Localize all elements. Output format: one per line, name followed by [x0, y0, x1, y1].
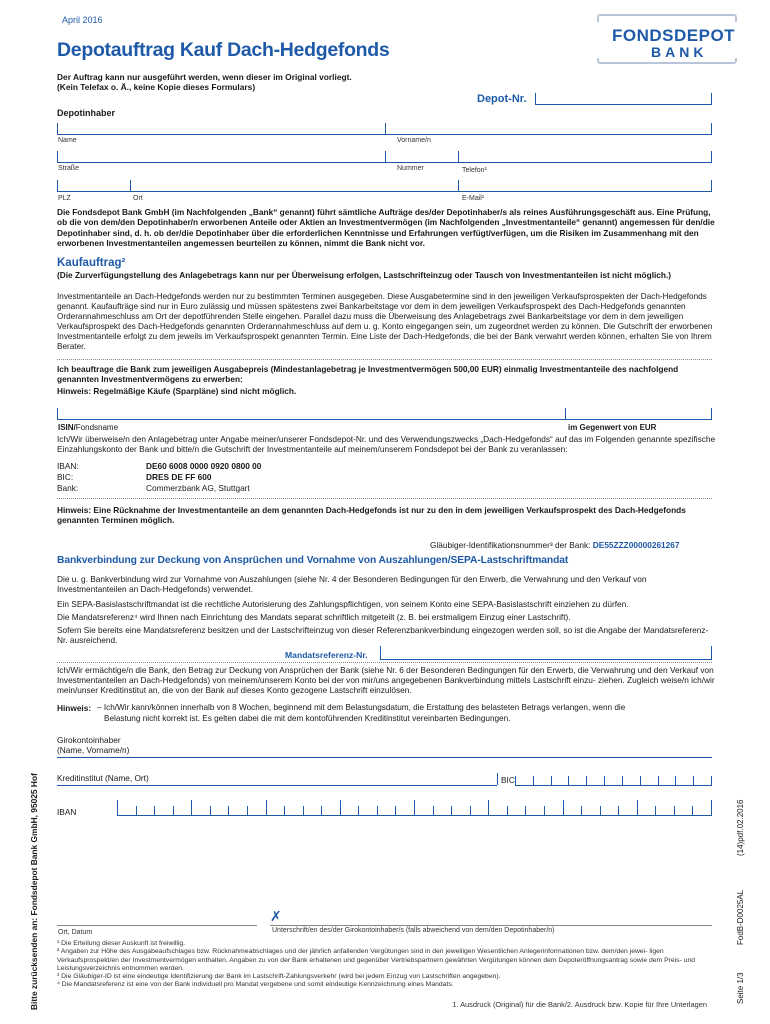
transfer-text: Ich/Wir überweise/n den Anlagebetrag unter Angabe meiner/unserer Fondsdepot-Nr. und des Verwendungszwecks „Dach-Hedgefonds“ auf das im Folgenden genannte spezifische Einzahlungskonto der Bank und bitte/n die Gutschrift der Investmentanteile auf meinem/unserem Fondsdepot bei der Bank zu veranlassen: [57, 434, 716, 455]
glaeubiger-label: Gläubiger-Identifikationsnummer³ der Bank: [430, 540, 591, 550]
gegenwert-label: im Gegenwert von EUR [568, 423, 657, 432]
depotinhaber-label: Depotinhaber [57, 108, 116, 118]
strasse-label: Straße [58, 165, 80, 172]
kauf-subheading: (Die Zurverfügungstellung des Anlagebetrags kann nur per Überweisung erfolgen, Lastschrifteinzug oder Tausch von Investmentanteilen ist nicht möglich.) [57, 270, 672, 280]
hinweis-sparplan: Hinweis: Regelmäßige Käufe (Sparpläne) sind nicht möglich. [57, 386, 297, 396]
sepa-paragraph-3: Die Mandatsreferenz⁴ wird Ihnen nach Einrichtung des Mandats separat schriftlich mitgeteilt (z. B. bei erstmaligem Einzug einer Lastschrift). [57, 612, 571, 622]
name-label: Name [58, 137, 77, 144]
ort-datum-label: Ort, Datum [58, 929, 93, 936]
email-label: E-Mail¹ [462, 195, 485, 202]
footer-copies: 1. Ausdruck (Original) für die Bank/2. Ausdruck bzw. Kopie für Ihre Unterlagen [452, 1000, 707, 1009]
kontoinhaber-field[interactable] [57, 757, 712, 758]
isin-fondsname-label [58, 423, 118, 433]
notice-line-1: Der Auftrag kann nur ausgeführt werden, wenn dieser im Original vorliegt. [57, 72, 352, 82]
ort-label: Ort [133, 195, 143, 202]
isin-label: ISIN/ [58, 423, 76, 432]
return-address-vertical: Bitte zurücksenden an: Fondsdepot Bank GmbH, 95025 Hof [29, 773, 39, 1010]
depot-nr-label: Depot-Nr. [477, 93, 527, 105]
strasse-field[interactable] [57, 162, 712, 163]
page-number-vertical: Seite 1/3 [736, 972, 745, 1004]
isin-field[interactable] [57, 419, 712, 420]
plz-ort-field[interactable] [57, 191, 712, 192]
telefon-label: Telefon¹ [462, 167, 487, 174]
notice-line-2: (Kein Telefax o. Ä., keine Kopie dieses Formulars) [57, 82, 256, 92]
nummer-label: Nummer [397, 165, 424, 172]
kreditinstitut-label: Kreditinstitut (Name, Ort) [57, 773, 149, 783]
hinweis-line-2: Belastung nicht korrekt ist. Es gelten dabei die mit dem kontoführenden Kreditinstitut vereinbarten Bedingungen. [104, 714, 511, 723]
kauf-body: Investmentanteile an Dach-Hedgefonds werden nur zu bestimmten Terminen ausgegeben. Diese Ausgabetermine sind in den jeweiligen Verkaufsprospekten der Dach-Hedgefonds genannt. Kaufaufträge sind nur in Euro zulässig und müssen spätestens zwei Bankarbeitstage vor dem in dem jeweiligen Verkaufsprospekt des Dach-Hedgefonds genannten Orderannahmeschluss am Ort der depotführenden Stelle eingehen. Parallel dazu muss die Überweisung des Anlagebetrags zwei Bankarbeitstage vor dem in dem jeweiligen Verkaufsprospekt des Dach-Hedgefonds genannten Orderannahmeschluss auf dem u. g. Konto eingegangen sein, um zugeordnet werden zu können. Die Gutschrift der erworbenen Investmentanteile erfolgt zu dem jeweils im Verkaufsprospekt genannten Termin. Eine Liste der Dach-Hedgefonds, die bei der Bank verwahrt werden können, erhalten Sie von Ihrem Berater. [57, 292, 713, 352]
iban-comb [117, 800, 712, 815]
bank-value: Commerzbank AG, Stuttgart [146, 483, 250, 493]
sepa-paragraph-2: Ein SEPA-Basislastschriftmandat ist die rechtliche Autorisierung des Zahlungspflichtigen, von seinem Konto eine SEPA-Basislastschrift einziehen zu dürfen. [57, 599, 629, 609]
footnote-2: ² Angaben zur Höhe des Ausgabeaufschlages bzw. Rücknahmeabschlages und der jährlich anfallenden Vergütungen sind in den jeweiligen Wesentlichen Anlegerinformationen bzw. dem/den jewei- ligen Verkaufsprospekt/en der Investmentvermögen enthalten. Angaben zu von der Bank erhaltenen und gegenüber Vertriebspartnern gewährten Vergütungen können dem Depoteröffnungsantrag sowie dem Preis- und Leistungsverzeichnis entnommen werden. [57, 948, 696, 972]
bic-label: BIC: [57, 472, 74, 482]
iban-label: IBAN: [57, 461, 79, 471]
logo-text-bank: BANK [651, 44, 708, 60]
hinweis-line-1: – Ich/Wir kann/können innerhalb von 8 Wochen, beginnend mit dem Belastungsdatum, die Erstattung des belasteten Betrags verlangen, wenn die [97, 703, 626, 712]
mandatsref-label: Mandatsreferenz-Nr. [285, 650, 368, 660]
sepa-paragraph-1: Die u. g. Bankverbindung wird zur Vornahme von Auszahlungen (siehe Nr. 4 der Besonderen Bedingungen für den Erwerb, die Verwahrung und den Verkauf von Investmentanteilen an Dach-Hedgefonds) verwendet. [57, 574, 647, 595]
ort-datum-field[interactable] [57, 925, 257, 926]
mandatsref-field[interactable] [380, 659, 712, 660]
fondsname-label: Fondsname [75, 423, 119, 432]
form-id-vertical: FodB-D0025AL [736, 889, 745, 945]
sepa-paragraph-4: Sofern Sie bereits eine Mandatsreferenz besitzen und der Lastschrifteinzug von dieser Referenzbankverbindung eingezogen werden soll, so ist die Angabe der Mandatsreferenz-Nr. ausreichend. [57, 625, 709, 646]
vorname-label: Vorname/n [397, 137, 431, 144]
iban-field[interactable] [117, 815, 712, 816]
footnote-1: ¹ Die Erteilung dieser Auskunft ist freiwillig. [57, 940, 186, 947]
signature-field[interactable] [270, 925, 712, 926]
glaeubiger-value: DE55ZZZ00000261267 [592, 540, 680, 550]
kauf-heading: Kaufauftrag² [57, 257, 126, 269]
kontoinhaber-label-2: (Name, Vorname/n) [57, 745, 130, 755]
footnote-3: ³ Die Gläubiger-ID ist eine eindeutige Identifizierung der Bank im Lastschrift-Zahlungsverkehr (wird bei jedem Einzug von Lastschriften angegeben). [57, 973, 501, 981]
form-version-vertical: (14)pdf.02.2016 [736, 799, 745, 856]
signature-label: Unterschrift/en des/der Girokontoinhaber/s (falls abweichend von dem/den Depotinhaber/n) [272, 927, 555, 934]
date: April 2016 [62, 15, 103, 25]
bic-comb [515, 773, 712, 785]
depot-nr-field[interactable] [535, 104, 712, 105]
name-field[interactable] [57, 134, 712, 135]
sepa-heading: Bankverbindung zur Deckung von Ansprüchen und Vornahme von Auszahlungen/SEPA-Lastschriftmandat [57, 555, 569, 566]
signature-mark: ✗ [270, 908, 282, 924]
bank-label: Bank: [57, 483, 79, 493]
kreditinstitut-field[interactable] [57, 785, 497, 786]
bic-field-label: BIC [501, 775, 515, 785]
bic-field[interactable] [515, 785, 712, 786]
page-title: Depotauftrag Kauf Dach-Hedgefonds [57, 39, 390, 61]
kontoinhaber-label-1: Girokontoinhaber [57, 735, 121, 745]
intro-paragraph: Die Fondsdepot Bank GmbH (im Nachfolgenden „Bank“ genannt) führt sämtliche Aufträge des/der Depotinhaber/s als reines Ausführungsgeschäft aus. Eine Prüfung, ob die von dem/den Depotinhaber/n erworbenen Anteile oder Aktien an Investmentvermögen (im Nachfolgenden „Investmentanteile“ genannt) angemessen für den/die Depotinhaber sind, d. h. ob der/die Depotinhaber über die erforderlichen Kenntnisse und Erfahrungen verfügt/verfügen, um die Risiken im Zusammenhang mit den erworbenen Investmentanteilen angemessen beurteilen zu können, nimmt die Bank nicht vor. [57, 207, 715, 249]
kauf-order-text: Ich beauftrage die Bank zum jeweiligen Ausgabepreis (Mindestanlagebetrag je Investmentvermögen 500,00 EUR) einmalig Investmentanteile des nachfolgend genannten Investmentvermögens zu erwerben: [57, 364, 679, 385]
logo-text-fondsdepot: FONDSDEPOT [612, 26, 736, 45]
bic-value: DRES DE FF 600 [146, 472, 212, 482]
footnotes [57, 940, 719, 990]
footnote-4: ⁴ Die Mandatsreferenz ist eine von der Bank individuell pro Mandat vergebene und somit eindeutige Kennzeichnung eines Mandats. [57, 981, 454, 989]
plz-label: PLZ [58, 195, 71, 202]
sepa-paragraph-5: Ich/Wir ermächtige/n die Bank, den Betrag zur Deckung von Ansprüchen der Bank (siehe Nr. 6 der Besonderen Bedingungen für den Erwerb, die Verwahrung und den Verkauf von Investmentanteilen an Dach-Hedgefonds) von meinem/unserem Konto bei der von mir/uns angegebenen Bankverbindung mittels Lastschrift einzu- ziehen. Zugleich weise/n ich/wir mein/unser Kreditinstitut an, die von der Bank auf dieses Konto gezogene Lastschrift einzulösen. [57, 665, 715, 696]
hinweis-ruecknahme: Hinweis: Eine Rücknahme der Investmentanteile an dem genannten Dach-Hedgefonds ist nur zu den in dem jeweiligen Verkaufsprospekt des Dach-Hedgefonds genannten Terminen möglich. [57, 505, 686, 526]
iban-field-label: IBAN [57, 807, 77, 817]
hinweis-label: Hinweis: [57, 703, 92, 713]
glaeubiger-row [430, 540, 680, 550]
iban-value: DE60 6008 0000 0920 0800 00 [146, 461, 262, 471]
